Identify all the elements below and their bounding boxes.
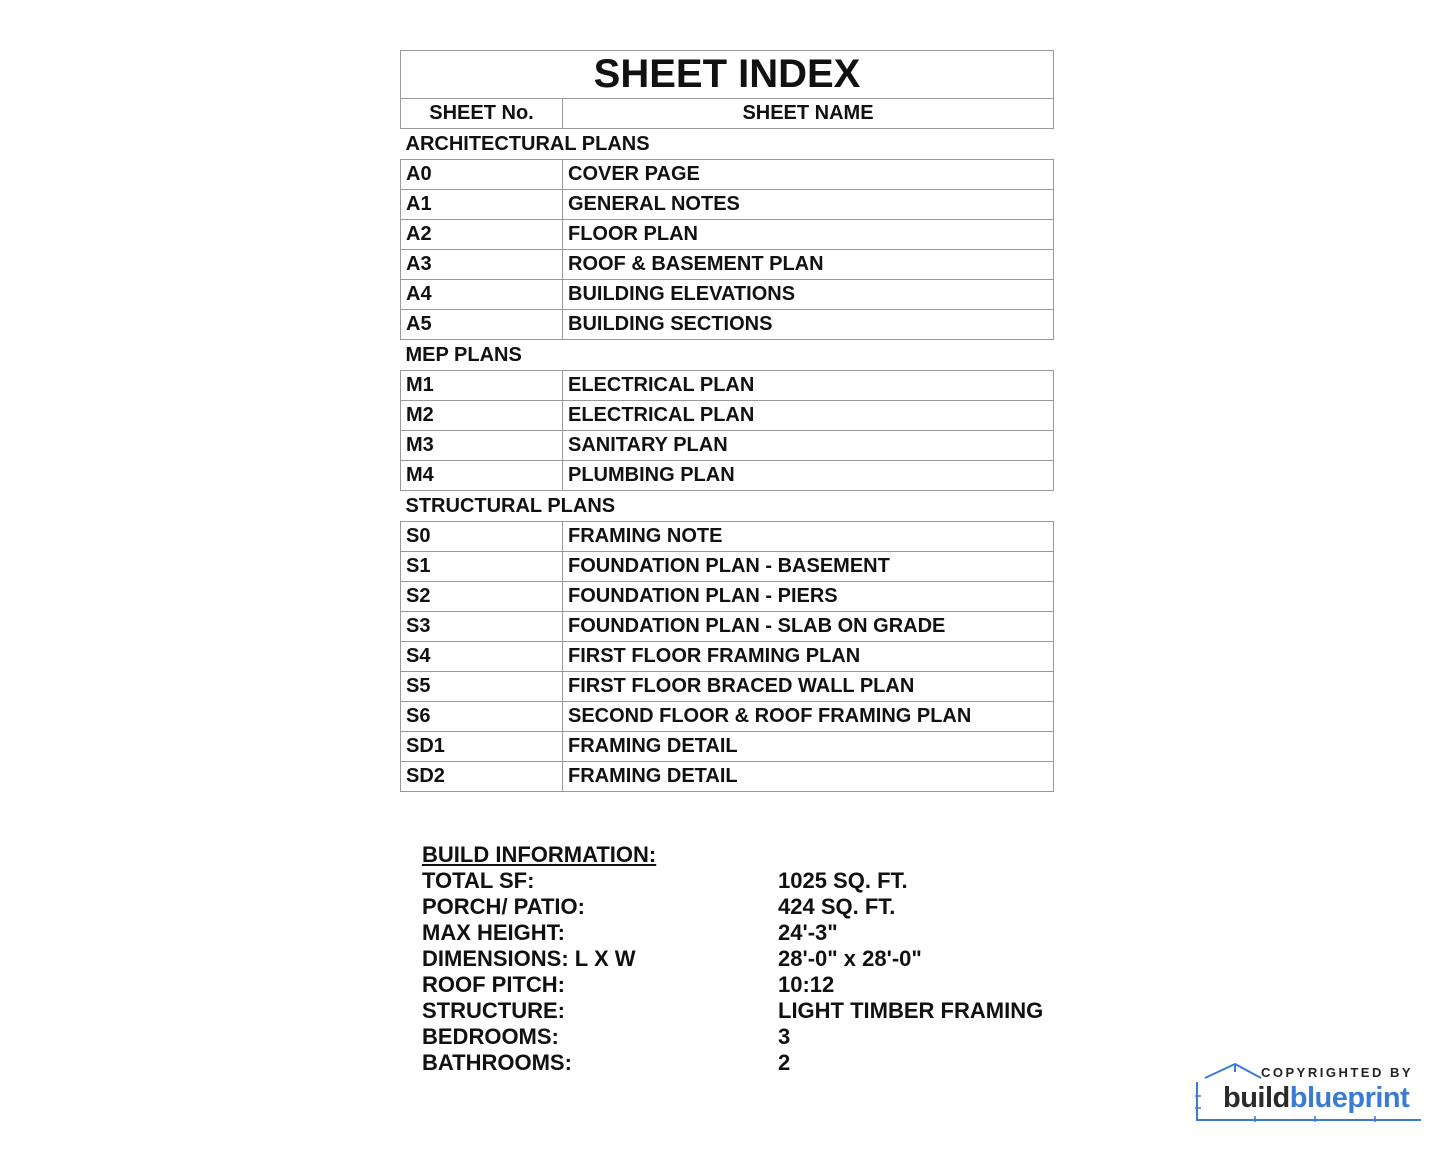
- build-info-row: [422, 946, 1082, 972]
- build-info-label: PORCH/ PATIO:: [422, 894, 585, 919]
- table-row: [401, 762, 1054, 792]
- sheet-name-cell: ELECTRICAL PLAN: [563, 401, 1054, 431]
- sheet-name-cell: FOUNDATION PLAN - PIERS: [563, 582, 1054, 612]
- sheet-name-cell: SANITARY PLAN: [563, 431, 1054, 461]
- build-info-value: 3: [778, 1024, 791, 1049]
- table-row: [401, 250, 1054, 280]
- sheet-number-cell: A0: [401, 160, 563, 190]
- group-heading: MEP PLANS: [405, 343, 522, 366]
- group-heading: STRUCTURAL PLANS: [405, 494, 616, 517]
- build-info-label: BATHROOMS:: [422, 1050, 572, 1075]
- sheet-name-cell: FIRST FLOOR FRAMING PLAN: [563, 642, 1054, 672]
- header-sheet-name: SHEET NAME: [563, 99, 1054, 129]
- build-info-value: 28'-0" x 28'-0": [778, 946, 922, 971]
- logo-wordmark: [1223, 1082, 1409, 1115]
- table-row: [401, 702, 1054, 732]
- build-info-row: [422, 1024, 1082, 1050]
- sheet-name-cell: FOUNDATION PLAN - SLAB ON GRADE: [563, 612, 1054, 642]
- table-row: [401, 220, 1054, 250]
- table-row: [401, 431, 1054, 461]
- sheet-number-cell: S4: [401, 642, 563, 672]
- build-info-label: DIMENSIONS: L X W: [422, 946, 636, 971]
- sheet-name-cell: SECOND FLOOR & ROOF FRAMING PLAN: [563, 702, 1054, 732]
- buildblueprint-logo: [1195, 1060, 1425, 1122]
- logo-word-blueprint: blueprint: [1289, 1082, 1410, 1114]
- build-info-row: [422, 998, 1082, 1024]
- logo-word-build: build: [1223, 1082, 1290, 1114]
- table-row: [401, 672, 1054, 702]
- sheet-name-cell: BUILDING SECTIONS: [563, 310, 1054, 340]
- build-info-value: 1025 SQ. FT.: [778, 868, 908, 893]
- sheet-number-cell: M3: [401, 431, 563, 461]
- group-heading: ARCHITECTURAL PLANS: [405, 132, 650, 155]
- build-info-value: 424 SQ. FT.: [778, 894, 896, 919]
- table-row: [401, 160, 1054, 190]
- build-information: [422, 842, 1082, 1076]
- header-sheet-no: SHEET No.: [401, 99, 563, 129]
- sheet-number-cell: M2: [401, 401, 563, 431]
- table-row: [401, 461, 1054, 491]
- sheet-number-cell: S2: [401, 582, 563, 612]
- logo-copyright-text: COPYRIGHTED BY: [1261, 1065, 1414, 1080]
- build-info-row: [422, 868, 1082, 894]
- table-row: [401, 732, 1054, 762]
- build-info-label: MAX HEIGHT:: [422, 920, 565, 945]
- table-row: [401, 582, 1054, 612]
- table-row: [401, 371, 1054, 401]
- sheet-number-cell: S3: [401, 612, 563, 642]
- sheet-number-cell: SD1: [401, 732, 563, 762]
- build-info-label: STRUCTURE:: [422, 998, 565, 1023]
- sheet-number-cell: S1: [401, 552, 563, 582]
- build-info-label: TOTAL SF:: [422, 868, 535, 893]
- sheet-number-cell: S0: [401, 522, 563, 552]
- sheet-number-cell: A2: [401, 220, 563, 250]
- sheet-name-cell: GENERAL NOTES: [563, 190, 1054, 220]
- sheet-name-cell: FIRST FLOOR BRACED WALL PLAN: [563, 672, 1054, 702]
- table-row: [401, 401, 1054, 431]
- sheet-number-cell: SD2: [401, 762, 563, 792]
- sheet-name-cell: FRAMING DETAIL: [563, 762, 1054, 792]
- build-info-value: LIGHT TIMBER FRAMING: [778, 998, 1044, 1023]
- sheet-number-cell: S6: [401, 702, 563, 732]
- sheet-index-title: SHEET INDEX: [401, 51, 1054, 99]
- build-info-label: ROOF PITCH:: [422, 972, 565, 997]
- sheet-index-table: [400, 50, 1054, 792]
- sheet-name-cell: FOUNDATION PLAN - BASEMENT: [563, 552, 1054, 582]
- table-row: [401, 190, 1054, 220]
- sheet-name-cell: FLOOR PLAN: [563, 220, 1054, 250]
- build-information-title: BUILD INFORMATION:: [422, 842, 657, 867]
- sheet-number-cell: A3: [401, 250, 563, 280]
- table-row: [401, 612, 1054, 642]
- build-info-row: [422, 1050, 1082, 1076]
- sheet-name-cell: PLUMBING PLAN: [563, 461, 1054, 491]
- sheet-number-cell: M1: [401, 371, 563, 401]
- sheet-number-cell: M4: [401, 461, 563, 491]
- table-row: [401, 642, 1054, 672]
- sheet-number-cell: A1: [401, 190, 563, 220]
- sheet-name-cell: FRAMING NOTE: [563, 522, 1054, 552]
- sheet-number-cell: A5: [401, 310, 563, 340]
- group-row: [401, 340, 1054, 371]
- build-info-value: 10:12: [778, 972, 835, 997]
- table-row: [401, 522, 1054, 552]
- table-row: [401, 280, 1054, 310]
- build-info-label: BEDROOMS:: [422, 1024, 559, 1049]
- sheet-name-cell: ELECTRICAL PLAN: [563, 371, 1054, 401]
- build-info-row: [422, 894, 1082, 920]
- sheet-name-cell: COVER PAGE: [563, 160, 1054, 190]
- sheet-number-cell: S5: [401, 672, 563, 702]
- table-row: [401, 552, 1054, 582]
- build-info-row: [422, 920, 1082, 946]
- build-information-list: [422, 868, 1082, 1076]
- group-row: [401, 491, 1054, 522]
- build-info-row: [422, 972, 1082, 998]
- build-info-value: 2: [778, 1050, 791, 1075]
- sheet-name-cell: FRAMING DETAIL: [563, 732, 1054, 762]
- sheet-name-cell: ROOF & BASEMENT PLAN: [563, 250, 1054, 280]
- table-row: [401, 310, 1054, 340]
- group-row: [401, 129, 1054, 160]
- sheet-number-cell: A4: [401, 280, 563, 310]
- sheet-name-cell: BUILDING ELEVATIONS: [563, 280, 1054, 310]
- build-info-value: 24'-3": [778, 920, 838, 945]
